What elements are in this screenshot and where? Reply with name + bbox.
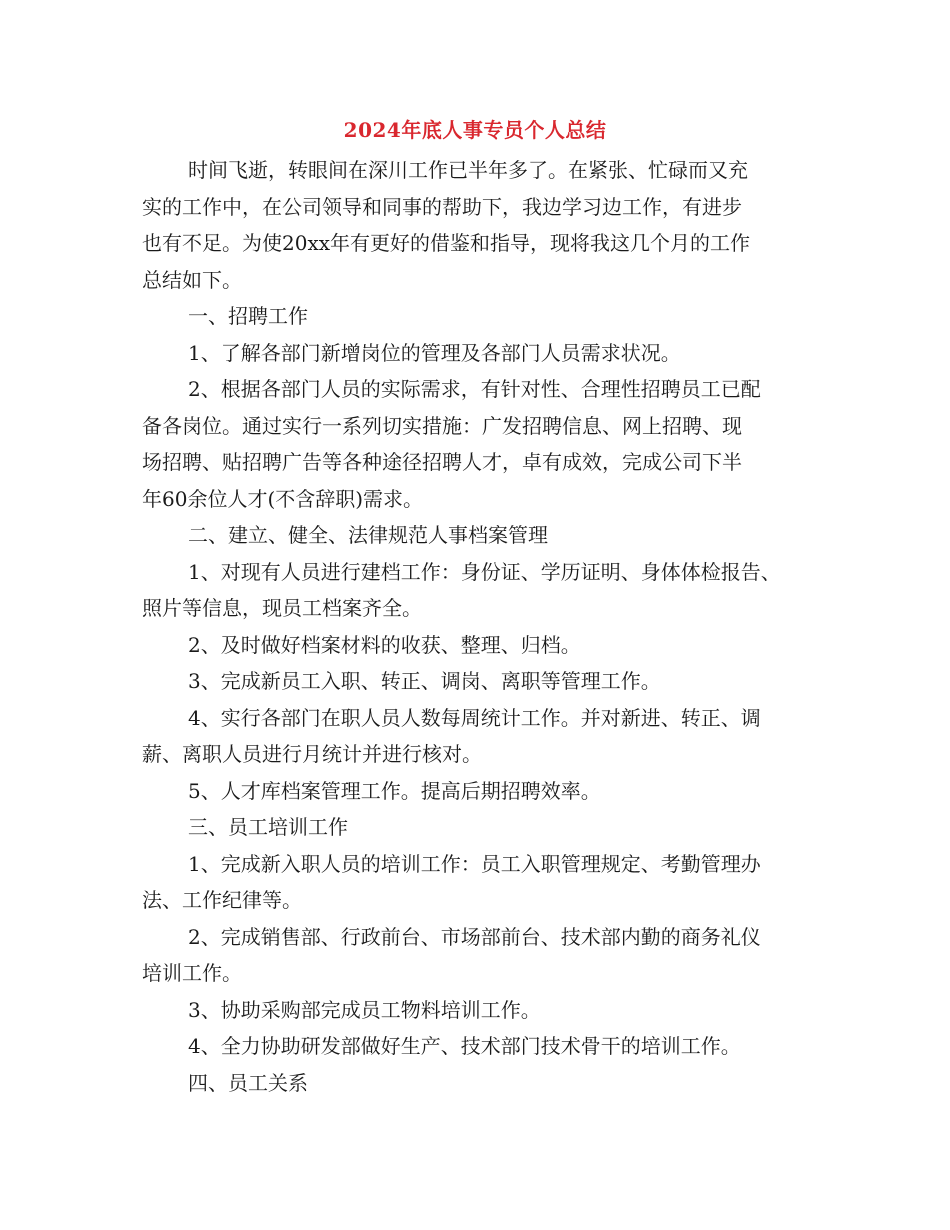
text-line: 一、招聘工作	[188, 304, 308, 328]
text-line: 三、员工培训工作	[188, 815, 348, 839]
text-line: 4、全力协助研发部做好生产、技术部门技术骨干的培训工作。	[188, 1034, 741, 1058]
text-line: 年60余位人才(不含辞职)需求。	[142, 486, 424, 511]
text-line: 2、完成销售部、行政前台、市场部前台、技术部内勤的商务礼仪	[188, 924, 761, 949]
text-line: 1、对现有人员进行建档工作：身份证、学历证明、身体体检报告、	[188, 559, 781, 584]
text-line: 总结如下。	[142, 267, 242, 292]
text-line: 3、完成新员工入职、转正、调岗、离职等管理工作。	[188, 669, 661, 693]
text-line: 4、实行各部门在职人员人数每周统计工作。并对新进、转正、调	[188, 705, 761, 730]
text-line: 3、协助采购部完成员工物料培训工作。	[188, 997, 541, 1022]
text-line: 1、了解各部门新增岗位的管理及各部门人员需求状况。	[188, 340, 681, 365]
text-line: 培训工作。	[142, 961, 242, 985]
text-line: 2、及时做好档案材料的收获、整理、归档。	[188, 632, 581, 657]
text-line: 四、员工关系	[188, 1070, 308, 1095]
text-line: 照片等信息，现员工档案齐全。	[142, 596, 422, 620]
text-line: 实的工作中，在公司领导和同事的帮助下，我边学习边工作，有进步	[142, 194, 742, 219]
document-title: 2024年底人事专员个人总结	[343, 118, 607, 142]
text-line: 场招聘、贴招聘广告等各种途径招聘人才，卓有成效，完成公司下半	[142, 450, 742, 474]
text-line: 薪、离职人员进行月统计并进行核对。	[142, 742, 482, 766]
text-line: 5、人才库档案管理工作。提高后期招聘效率。	[188, 778, 601, 803]
text-line: 法、工作纪律等。	[142, 888, 302, 912]
document-body	[142, 152, 822, 1101]
text-line: 2、根据各部门人员的实际需求，有针对性、合理性招聘员工已配	[188, 377, 761, 401]
text-line: 1、完成新入职人员的培训工作：员工入职管理规定、考勤管理办	[188, 851, 761, 876]
text-line: 时间飞逝，转眼间在深川工作已半年多了。在紧张、忙碌而又充	[188, 158, 748, 182]
text-line: 备各岗位。通过实行一系列切实措施：广发招聘信息、网上招聘、现	[142, 413, 742, 438]
text-line: 二、建立、健全、法律规范人事档案管理	[188, 523, 548, 547]
text-line: 也有不足。为使20xx年有更好的借鉴和指导，现将我这几个月的工作	[142, 231, 751, 255]
